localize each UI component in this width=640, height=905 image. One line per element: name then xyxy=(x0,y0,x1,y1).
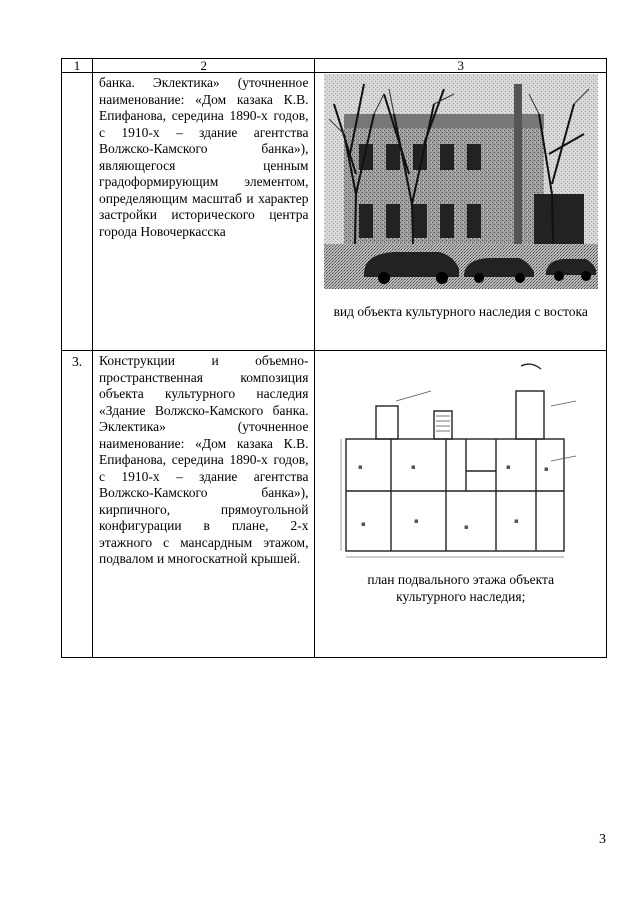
row-description xyxy=(93,351,315,658)
svg-text:▪: ▪ xyxy=(543,465,549,473)
image-caption: вид объекта культурного наследия с востока xyxy=(333,304,588,319)
image-caption: план подвального этажа объекта культурного наследия; xyxy=(367,572,555,604)
svg-text:▪: ▪ xyxy=(360,520,366,528)
image-cell xyxy=(315,73,607,351)
row-number: 3. xyxy=(62,351,93,658)
svg-text:▪: ▪ xyxy=(357,463,363,471)
description-text: банка. Эклектика» (уточненное наименование: «Дом казака К.В. Епифанова, середина 1890-х годов, с 1910-х – здание агентства Волжско-Камского банка»), являющегося ценным градоформирующим элементом, определяющим масштаб и характер застройки исторического центра города Новочеркасска xyxy=(99,75,309,239)
table-row xyxy=(62,73,607,351)
column-header-1: 1 xyxy=(62,59,93,73)
svg-text:▪: ▪ xyxy=(463,523,469,531)
building-photo-icon xyxy=(324,74,598,289)
column-header-3: 3 xyxy=(315,59,607,73)
svg-text:▪: ▪ xyxy=(505,463,511,471)
row-number xyxy=(62,73,93,351)
svg-text:▪: ▪ xyxy=(413,517,419,525)
image-cell xyxy=(315,351,607,658)
description-text: Конструкции и объемно-пространственная композиция объекта культурного наследия «Здание Волжско-Камского банка. Эклектика» (уточненное наименование: «Дом казака К.В. Епифанова, середина 1890-х годов, с 1910-х – здание агентства Волжско-Камского банка»), кирпичного, прямоугольной конфигурации в плане, 2-х этажного с мансардным этажом, подвалом и многоскатной крышей. xyxy=(99,353,309,566)
column-header-2: 2 xyxy=(93,59,315,73)
monument-table xyxy=(61,58,607,658)
row-description xyxy=(93,73,315,351)
page-number: 3 xyxy=(599,832,606,847)
table-row xyxy=(62,351,607,658)
floor-plan-icon xyxy=(336,361,586,561)
svg-text:▪: ▪ xyxy=(410,463,416,471)
svg-text:▪: ▪ xyxy=(513,517,519,525)
table-header-row xyxy=(62,59,607,73)
